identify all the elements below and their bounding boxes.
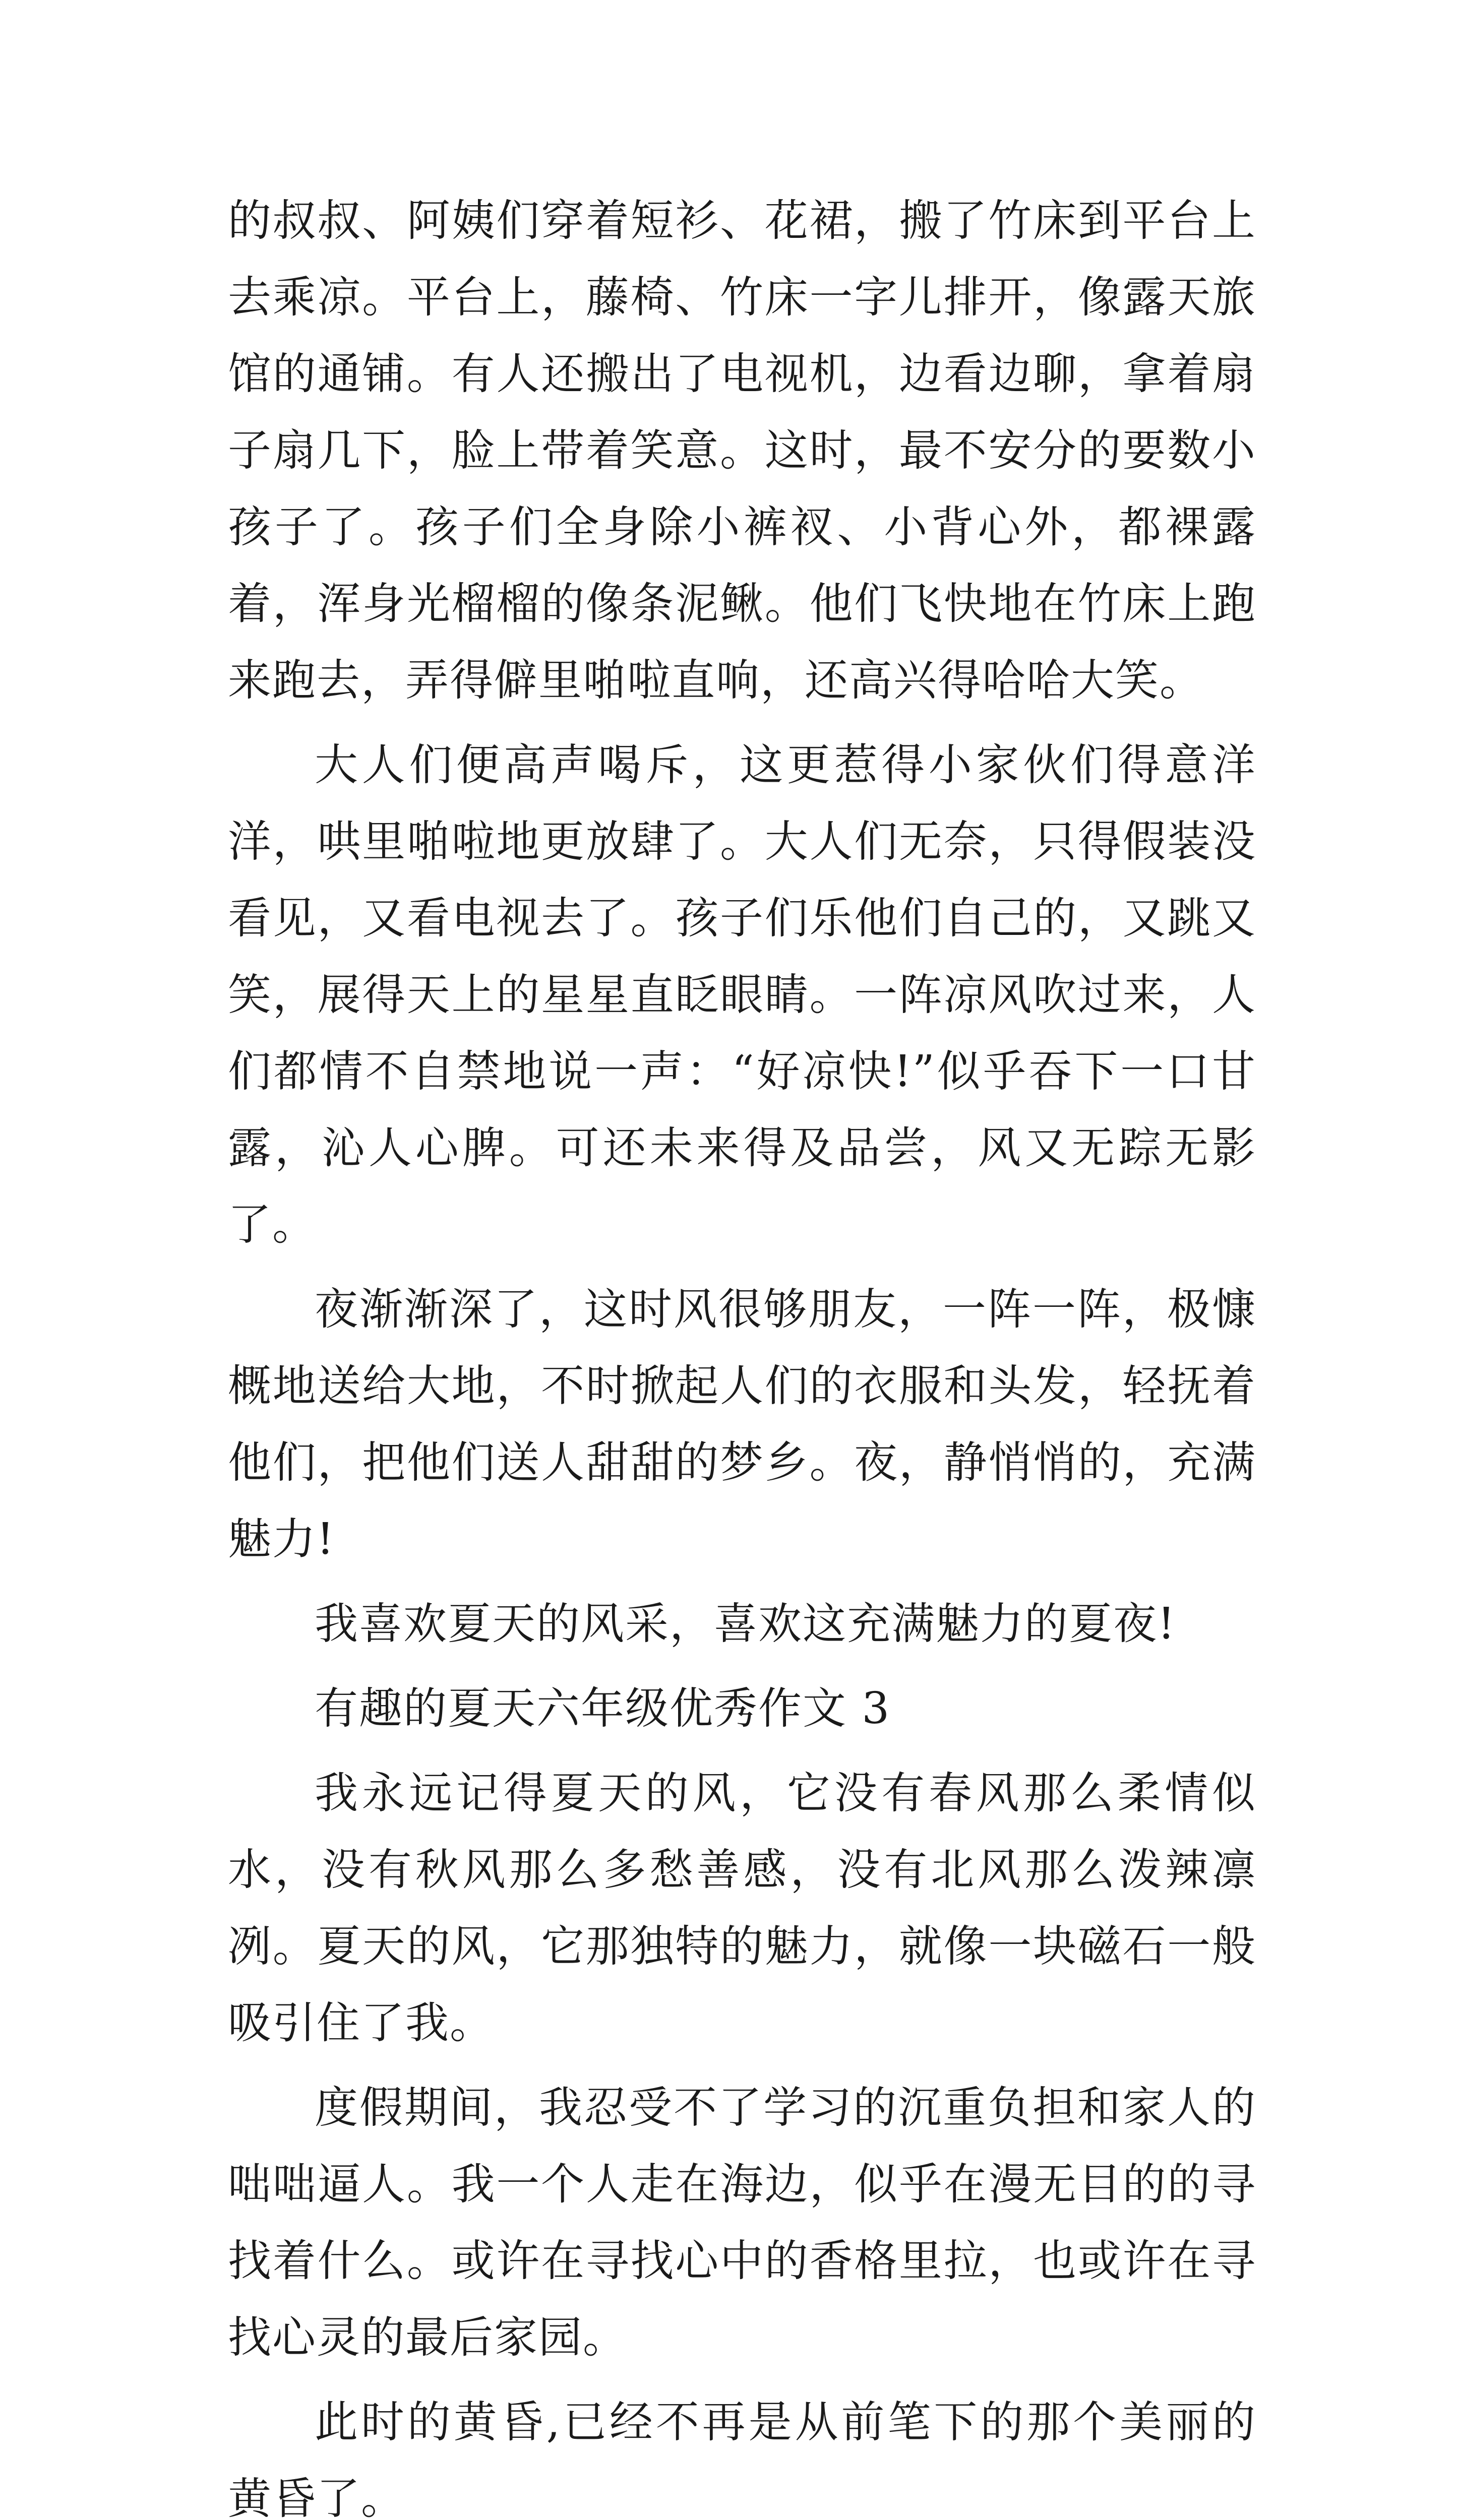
paragraph: 此时的黄昏,已经不再是从前笔下的那个美丽的黄昏了。 [228, 2397, 1256, 2520]
paragraph: 度假期间，我忍受不了学习的沉重负担和家人的咄咄逼人。我一个人走在海边，似乎在漫无目的的寻找着什么。或许在寻找心中的香格里拉，也或许在寻找心灵的最后家园。 [228, 2083, 1256, 2363]
document-body [228, 182, 1256, 2520]
paragraph: 夜渐渐深了，这时风很够朋友，一阵一阵，极慷概地送给大地，不时掀起人们的衣服和头发，轻抚着他们，把他们送人甜甜的梦乡。夜，静悄悄的，充满魅力! [228, 1284, 1256, 1564]
paragraph: 我喜欢夏天的风采，喜欢这充满魅力的夏夜! [315, 1599, 1176, 1649]
section-heading: 有趣的夏天六年级优秀作文 3 [315, 1683, 891, 1734]
paragraph-continued: 的叔叔、阿姨们穿着短衫、花裙，搬了竹床到平台上去乘凉。平台上，藤椅、竹床一字儿排开，像露天旅馆的通铺。有人还搬出了电视机，边看边聊，拿着扇子扇几下，脸上带着笑意。这时，最不安分的要数小孩子了。孩子们全身除小裤衩、小背心外，都裸露着，浑身光榴榴的像条泥鳅。他们飞快地在竹床上跑来跑去，弄得僻里啪啦直响，还高兴得哈哈大笑。 [228, 196, 1256, 706]
paragraph: 大人们便高声喝斥，这更惹得小家伙们得意洋洋，哄里啪啦地更放肆了。大人们无奈，只得假装没看见，又看电视去了。孩子们乐他们自己的，又跳又笑，展得天上的星星直眨眼睛。一阵凉风吹过来，人们都情不自禁地说一声：“好凉快!”似乎吞下一口甘露，沁人心脾。可还未来得及品尝，风又无踪无影了。 [228, 740, 1256, 1250]
paragraph: 我永远记得夏天的风，它没有春风那么柔情似水，没有秋风那么多愁善感，没有北风那么泼辣凛冽。夏天的风，它那独特的魅力，就像一块磁石一般吸引住了我。 [228, 1768, 1256, 2048]
